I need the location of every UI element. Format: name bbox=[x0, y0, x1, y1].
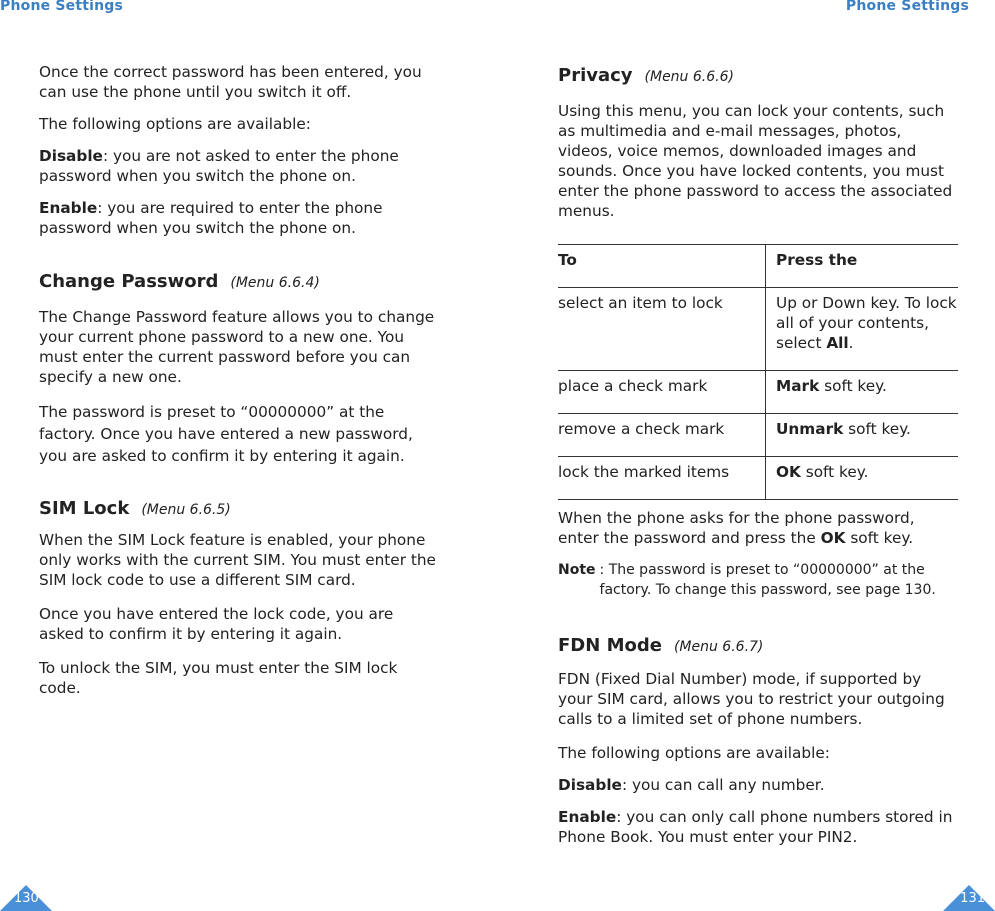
privacy-paragraph-2-suffix: soft key. bbox=[845, 529, 914, 547]
page-number-right bbox=[943, 881, 995, 911]
sim-lock-paragraph-1: When the SIM Lock feature is enabled, your phone only works with the current SIM. You must enter the SIM lock code to use a different SIM card. bbox=[39, 531, 436, 589]
privacy-heading bbox=[558, 64, 958, 89]
privacy-title: Privacy bbox=[558, 65, 633, 86]
table-header-to bbox=[558, 245, 766, 288]
fdn-option-disable bbox=[558, 775, 958, 795]
table-header-to-label: To bbox=[558, 251, 577, 269]
privacy-menu-ref: (Menu 6.6.6) bbox=[644, 69, 734, 85]
page-number-right-label: 131 bbox=[960, 891, 985, 906]
table-cell-action: remove a check mark bbox=[558, 414, 766, 457]
table-row bbox=[558, 288, 958, 371]
option-enable-text: : you are required to enter the phone password when you switch the phone on. bbox=[39, 199, 383, 237]
note-text: : The password is preset to “00000000” at the factory. To change this password, see page 130. bbox=[599, 562, 936, 598]
table-row bbox=[558, 414, 958, 457]
running-header-left: Phone Settings bbox=[0, 0, 124, 14]
fdn-option-disable-text: : you can call any number. bbox=[621, 776, 825, 794]
change-password-title: Change Password bbox=[39, 271, 219, 292]
table-header-press-label: Press the bbox=[776, 251, 858, 269]
table-cell-key-text: Up or Down key. To lock all of your contents, select bbox=[776, 294, 957, 352]
option-disable-label: Disable bbox=[39, 147, 103, 165]
fdn-option-enable bbox=[558, 807, 958, 847]
fdn-option-enable-text: : you can only call phone numbers stored in Phone Book. You must enter your PIN2. bbox=[558, 808, 953, 846]
privacy-note bbox=[558, 560, 958, 600]
table-cell-key bbox=[766, 414, 959, 457]
left-page-column bbox=[39, 62, 439, 698]
table-header-row bbox=[558, 245, 958, 288]
fdn-title: FDN Mode bbox=[558, 635, 662, 656]
table-header-press bbox=[766, 245, 959, 288]
fdn-heading bbox=[558, 634, 958, 659]
table-row bbox=[558, 457, 958, 500]
sim-lock-title: SIM Lock bbox=[39, 498, 130, 519]
table-cell-key-bold: OK bbox=[776, 463, 801, 481]
change-password-paragraph-1: The Change Password feature allows you to change your current phone password to a new one. You must enter the current password before you can specify a new one. bbox=[39, 308, 435, 386]
page-number-left bbox=[0, 881, 52, 911]
privacy-paragraph-2-text: When the phone asks for the phone password, enter the password and press the bbox=[558, 509, 915, 547]
privacy-paragraph-1: Using this menu, you can lock your contents, such as multimedia and e-mail messages, photos, videos, voice memos, downloaded images and sounds. Once you have locked contents, you must enter the phone password to access the associated menus. bbox=[558, 102, 953, 220]
privacy-key-table bbox=[558, 244, 958, 500]
table-cell-key bbox=[766, 288, 959, 371]
table-cell-action: place a check mark bbox=[558, 371, 766, 414]
table-cell-key-suffix: soft key. bbox=[843, 420, 911, 438]
table-cell-key-suffix: soft key. bbox=[800, 463, 869, 481]
table-cell-key-bold: Mark bbox=[776, 377, 820, 395]
privacy-paragraph-2-bold: OK bbox=[820, 529, 846, 547]
change-password-menu-ref: (Menu 6.6.4) bbox=[230, 275, 320, 291]
fdn-option-disable-label: Disable bbox=[558, 776, 622, 794]
sim-lock-heading bbox=[39, 497, 439, 522]
table-cell-key bbox=[766, 457, 959, 500]
option-disable bbox=[39, 146, 439, 186]
table-cell-key-bold: Unmark bbox=[776, 420, 844, 438]
fdn-paragraph-1: FDN (Fixed Dial Number) mode, if supported by your SIM card, allows you to restrict your outgoing calls to a limited set of phone numbers. bbox=[558, 670, 945, 728]
table-cell-key-suffix: soft key. bbox=[819, 377, 887, 395]
table-cell-key bbox=[766, 371, 959, 414]
sim-lock-paragraph-2: Once you have entered the lock code, you are asked to confirm it by entering it again. bbox=[39, 605, 394, 643]
fdn-menu-ref: (Menu 6.6.7) bbox=[673, 639, 764, 655]
page-number-left-label: 130 bbox=[14, 891, 39, 906]
table-cell-key-suffix: . bbox=[848, 334, 854, 352]
table-cell-key-bold: All bbox=[826, 334, 849, 352]
fdn-option-enable-label: Enable bbox=[558, 808, 617, 826]
right-page-column bbox=[558, 64, 958, 847]
table-row bbox=[558, 371, 958, 414]
sim-lock-paragraph-3: To unlock the SIM, you must enter the SIM lock code. bbox=[39, 659, 398, 697]
privacy-paragraph-2 bbox=[558, 508, 958, 548]
fdn-options-intro: The following options are available: bbox=[558, 744, 830, 762]
options-intro: The following options are available: bbox=[39, 115, 311, 133]
note-label: Note bbox=[558, 562, 596, 578]
change-password-paragraph-2: The password is preset to “00000000” at the factory. Once you have entered a new password, you are asked to confirm it by entering it again. bbox=[39, 403, 413, 465]
running-header-right: Phone Settings bbox=[845, 0, 969, 14]
option-enable bbox=[39, 198, 439, 238]
option-disable-text: : you are not asked to enter the phone password when you switch the phone on. bbox=[39, 147, 399, 185]
change-password-heading bbox=[39, 270, 439, 295]
option-enable-label: Enable bbox=[39, 199, 98, 217]
table-cell-action: lock the marked items bbox=[558, 457, 766, 500]
table-cell-action: select an item to lock bbox=[558, 288, 766, 371]
sim-lock-menu-ref: (Menu 6.6.5) bbox=[141, 502, 231, 518]
intro-paragraph: Once the correct password has been entered, you can use the phone until you switch it off. bbox=[39, 63, 422, 101]
